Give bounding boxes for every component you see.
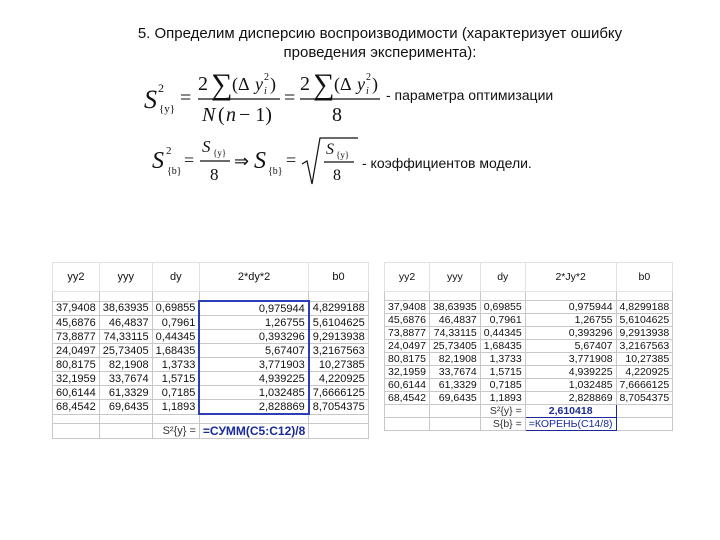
svg-text:2: 2 [366, 72, 371, 83]
cell[interactable]: 0,7185 [152, 386, 199, 400]
svg-text:{y}: {y} [159, 103, 176, 115]
cell[interactable]: 61,3329 [99, 386, 152, 400]
cell[interactable]: 5,67407 [525, 340, 616, 353]
cell[interactable]: 82,1908 [99, 358, 152, 372]
svg-text:8: 8 [333, 167, 341, 184]
svg-text:y: y [255, 74, 263, 94]
cell[interactable]: 4,220925 [616, 366, 673, 379]
table-row [53, 358, 369, 372]
left-spreadsheet [52, 262, 369, 439]
cell[interactable]: 74,33115 [99, 330, 152, 344]
coefficient-variance-formula [150, 134, 360, 190]
cell[interactable]: 1,032485 [199, 386, 308, 400]
cell[interactable]: 69,6435 [99, 400, 152, 415]
formula1-description: - параметра оптимизации [386, 87, 554, 103]
column-header[interactable]: 2*Jy*2 [525, 263, 616, 292]
column-header[interactable]: yy2 [53, 263, 100, 292]
table-row [385, 340, 673, 353]
column-header[interactable]: yyy [429, 263, 480, 292]
cell[interactable]: 7,6666125 [309, 386, 369, 400]
table-row [385, 301, 673, 314]
cell[interactable]: 10,27385 [309, 358, 369, 372]
header-row [385, 263, 673, 292]
cell[interactable]: 32,1959 [53, 372, 100, 386]
cell[interactable]: 82,1908 [429, 353, 480, 366]
cell[interactable]: 0,44345 [480, 327, 525, 340]
table-row [385, 353, 673, 366]
result-row [385, 405, 673, 418]
cell[interactable]: 3,2167563 [616, 340, 673, 353]
svg-text:y: y [357, 74, 365, 94]
cell[interactable]: 1,1893 [480, 392, 525, 405]
header-row [53, 263, 369, 292]
variance-label: S²{y} = [152, 424, 199, 439]
cell[interactable]: 33,7674 [99, 372, 152, 386]
svg-text:): ) [270, 74, 276, 94]
svg-text:2: 2 [166, 145, 172, 157]
cell[interactable]: 1,032485 [525, 379, 616, 392]
right-spreadsheet [384, 262, 673, 431]
svg-text:S: S [254, 148, 266, 174]
cell[interactable]: 9,2913938 [309, 330, 369, 344]
cell[interactable]: 1,68435 [480, 340, 525, 353]
svg-text:i: i [366, 86, 369, 97]
cell[interactable]: 5,67407 [199, 344, 308, 358]
svg-text:=: = [184, 150, 195, 170]
cell[interactable]: 8,7054375 [616, 392, 673, 405]
svg-text:{y}: {y} [336, 150, 350, 160]
table-row [53, 330, 369, 344]
cell[interactable]: 0,7185 [480, 379, 525, 392]
table-row [385, 314, 673, 327]
svg-text:): ) [372, 74, 378, 94]
cell[interactable]: 69,6435 [429, 392, 480, 405]
svg-text:S: S [326, 141, 334, 158]
cell[interactable]: 4,220925 [309, 372, 369, 386]
column-header[interactable]: yy2 [385, 263, 430, 292]
cell[interactable]: 3,771908 [525, 353, 616, 366]
cell[interactable]: 38,63935 [99, 301, 152, 316]
coefficient-label: S{b} = [480, 418, 525, 431]
column-header[interactable]: b0 [309, 263, 369, 292]
cell[interactable]: 37,9408 [385, 301, 430, 314]
cell[interactable]: 4,939225 [525, 366, 616, 379]
cell[interactable]: 5,6104625 [616, 314, 673, 327]
table-row [385, 392, 673, 405]
svg-text:S: S [144, 85, 157, 114]
cell[interactable]: 60,6144 [53, 386, 100, 400]
cell[interactable]: 0,69855 [152, 301, 199, 316]
svg-text:2: 2 [158, 81, 164, 95]
cell[interactable]: 0,7961 [480, 314, 525, 327]
table-row [385, 366, 673, 379]
cell[interactable]: 3,2167563 [309, 344, 369, 358]
cell[interactable]: 8,7054375 [309, 400, 369, 415]
svg-text:S: S [152, 148, 164, 174]
cell[interactable]: 25,73405 [99, 344, 152, 358]
cell[interactable]: 4,8299188 [309, 301, 369, 316]
table-row [385, 327, 673, 340]
formula-row [53, 424, 369, 439]
cell[interactable]: 0,7961 [152, 316, 199, 330]
table-row [53, 301, 369, 316]
svg-text:8: 8 [332, 104, 342, 126]
cell[interactable]: 68,4542 [53, 400, 100, 415]
cell[interactable]: 73,8877 [385, 327, 430, 340]
cell[interactable]: 1,68435 [152, 344, 199, 358]
variance-label: S²{y} = [480, 405, 525, 418]
svg-text:{b}: {b} [268, 166, 283, 177]
cell[interactable]: 46,4837 [429, 314, 480, 327]
cell[interactable]: 1,3733 [480, 353, 525, 366]
cell[interactable]: 0,393296 [199, 330, 308, 344]
svg-text:N: N [202, 104, 216, 126]
svg-text:⇒: ⇒ [234, 151, 250, 171]
cell[interactable]: 1,26755 [199, 316, 308, 330]
svg-text:(: ( [218, 104, 225, 126]
cell[interactable]: 0,393296 [525, 327, 616, 340]
svg-text:8: 8 [210, 165, 219, 184]
cell[interactable]: 1,3733 [152, 358, 199, 372]
table-row [53, 372, 369, 386]
table-row [53, 316, 369, 330]
cell[interactable]: 80,8175 [385, 353, 430, 366]
cell[interactable]: 2,828869 [525, 392, 616, 405]
cell[interactable]: 74,33115 [429, 327, 480, 340]
svg-text:2: 2 [300, 73, 310, 95]
svg-text:n: n [226, 104, 236, 126]
cell[interactable]: 68,4542 [385, 392, 430, 405]
heading-line-2: проведения эксперимента): [283, 44, 477, 61]
cell[interactable]: 1,26755 [525, 314, 616, 327]
cell[interactable]: 45,6876 [53, 316, 100, 330]
column-header[interactable]: dy [480, 263, 525, 292]
cell[interactable]: 60,6144 [385, 379, 430, 392]
svg-text:∑: ∑ [313, 68, 335, 101]
section-heading [110, 24, 650, 62]
cell[interactable]: 46,4837 [99, 316, 152, 330]
cell[interactable]: 4,8299188 [616, 301, 673, 314]
svg-text:=: = [286, 150, 297, 170]
svg-text:2: 2 [198, 73, 208, 95]
cell[interactable]: 0,44345 [152, 330, 199, 344]
svg-text:{b}: {b} [167, 166, 182, 177]
svg-text:=: = [180, 87, 192, 109]
svg-text:{y}: {y} [213, 148, 227, 158]
formula-cell[interactable]: =СУММ(C5:C12)/8 [199, 424, 308, 439]
formula-row [385, 418, 673, 431]
cell[interactable]: 61,3329 [429, 379, 480, 392]
svg-text:=: = [284, 87, 296, 109]
cell[interactable]: 80,8175 [53, 358, 100, 372]
variance-result-cell[interactable]: 2,610418 [525, 405, 616, 418]
cell[interactable]: 0,975944 [525, 301, 616, 314]
cell[interactable]: 33,7674 [429, 366, 480, 379]
table-row [53, 386, 369, 400]
svg-text:S: S [202, 137, 211, 156]
cell[interactable]: 1,5715 [152, 372, 199, 386]
svg-text:2: 2 [264, 72, 269, 83]
svg-text:∑: ∑ [211, 68, 233, 101]
cell[interactable]: 5,6104625 [309, 316, 369, 330]
svg-text:(Δ: (Δ [232, 74, 250, 94]
table-row [53, 400, 369, 415]
formula2-description: - коэффициентов модели. [362, 155, 532, 171]
cell[interactable]: 38,63935 [429, 301, 480, 314]
cell[interactable]: 0,975944 [199, 301, 308, 316]
column-header[interactable]: dy [152, 263, 199, 292]
svg-text:− 1): − 1) [239, 104, 272, 126]
cell[interactable]: 37,9408 [53, 301, 100, 316]
cell[interactable]: 32,1959 [385, 366, 430, 379]
cell[interactable]: 73,8877 [53, 330, 100, 344]
cell[interactable]: 1,1893 [152, 400, 199, 415]
formula-cell[interactable]: =КОРЕНЬ(C14/8) [525, 418, 616, 431]
variance-formula [140, 66, 380, 130]
cell[interactable]: 7,6666125 [616, 379, 673, 392]
cell[interactable]: 3,771903 [199, 358, 308, 372]
column-header[interactable]: b0 [616, 263, 673, 292]
cell[interactable]: 1,5715 [480, 366, 525, 379]
table-row [385, 379, 673, 392]
cell[interactable]: 10,27385 [616, 353, 673, 366]
column-header[interactable]: 2*dy*2 [199, 263, 308, 292]
cell[interactable]: 9,2913938 [616, 327, 673, 340]
svg-text:i: i [264, 86, 267, 97]
cell[interactable]: 0,69855 [480, 301, 525, 314]
cell[interactable]: 24,0497 [53, 344, 100, 358]
svg-text:(Δ: (Δ [334, 74, 352, 94]
cell[interactable]: 45,6876 [385, 314, 430, 327]
column-header[interactable]: yyy [99, 263, 152, 292]
cell[interactable]: 24,0497 [385, 340, 430, 353]
cell[interactable]: 25,73405 [429, 340, 480, 353]
heading-line-1: 5. Определим дисперсию воспроизводимости (характеризует ошибку [137, 25, 623, 42]
table-row [53, 344, 369, 358]
cell[interactable]: 2,828869 [199, 400, 308, 415]
cell[interactable]: 4,939225 [199, 372, 308, 386]
